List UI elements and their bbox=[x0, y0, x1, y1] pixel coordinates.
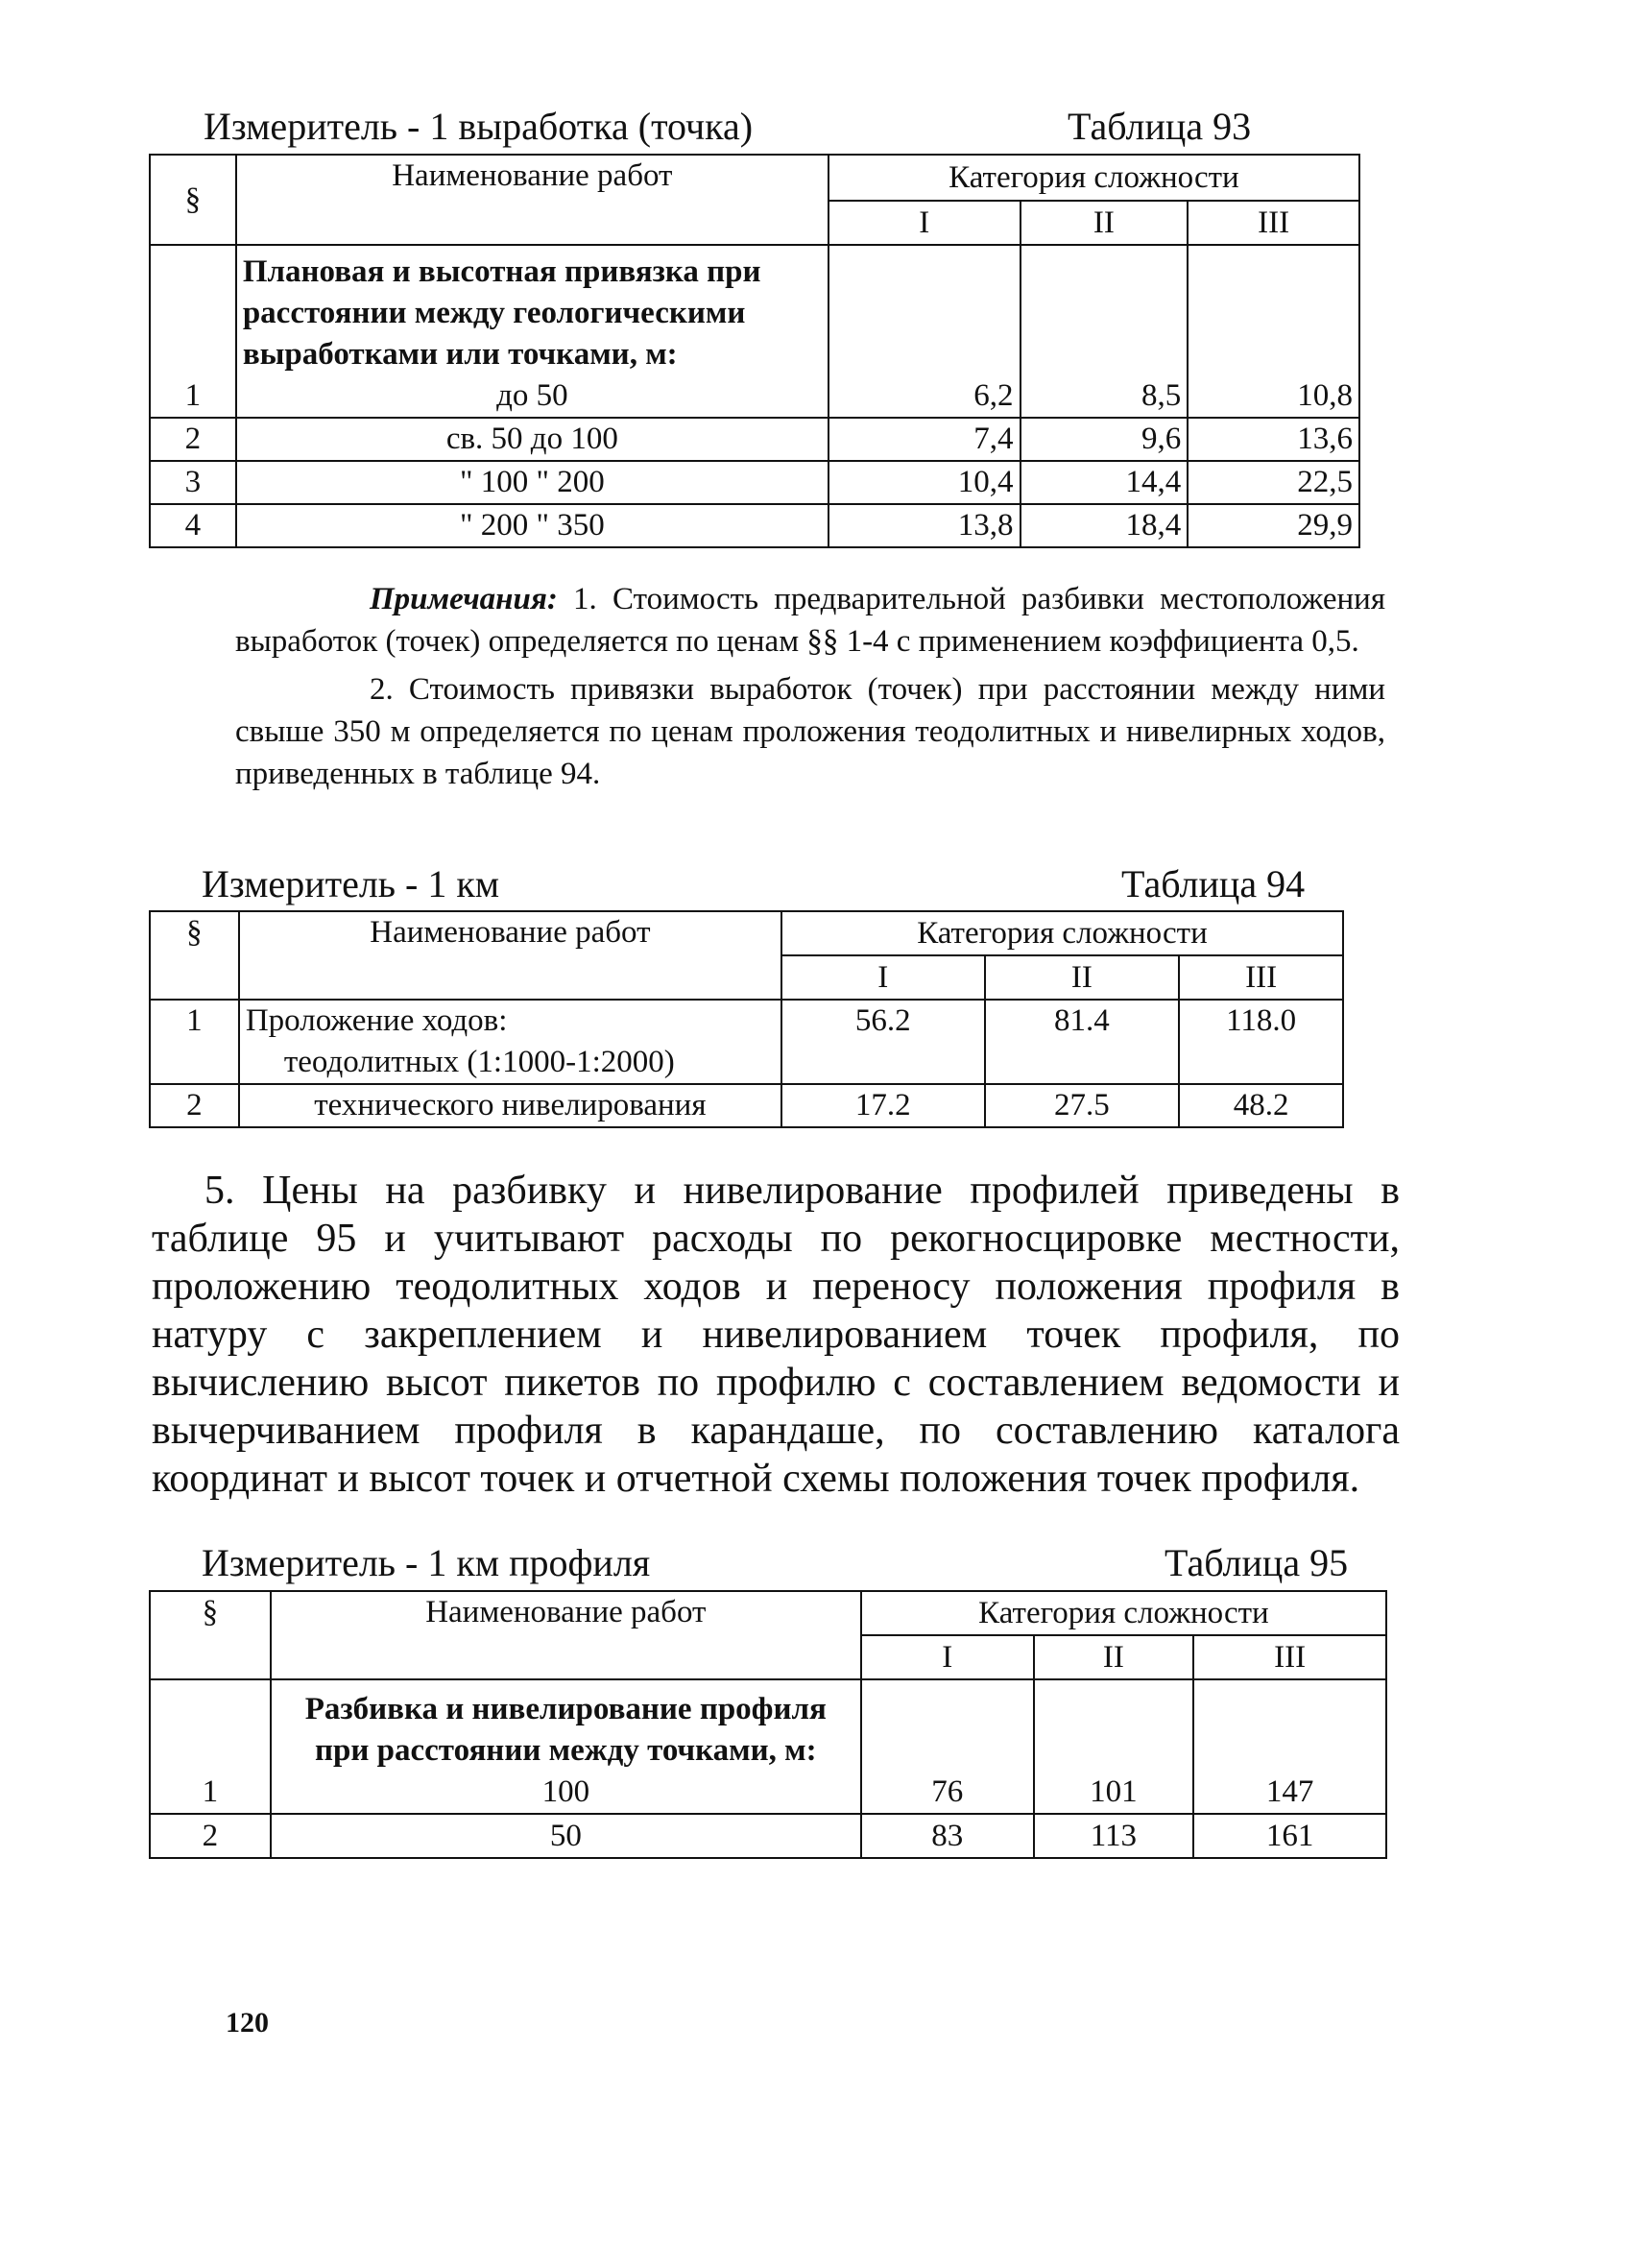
table-row bbox=[150, 1000, 1343, 1084]
table95 bbox=[149, 1590, 1387, 1859]
t94-head-section: § bbox=[150, 911, 239, 1000]
note-1-text: 1. Стоимость предварительной разбивки местоположения выработок (точек) определяется по ценам §§ 1-4 с применением коэффициента 0,5. bbox=[235, 582, 1386, 659]
t93-row2-v3: 13,6 bbox=[1188, 418, 1359, 461]
table93-label: Таблица 93 bbox=[1068, 105, 1252, 148]
t93-row4-name: " 200 " 350 bbox=[236, 504, 829, 547]
t95-row1-intro-line1: Разбивка и нивелирование профиля bbox=[304, 1692, 827, 1726]
t94-row2-num: 2 bbox=[150, 1084, 239, 1127]
t94-row2-v3: 48.2 bbox=[1179, 1084, 1343, 1127]
t93-row4-v2: 18,4 bbox=[1021, 504, 1189, 547]
t93-row1-intro-line2: расстоянии между геологическими bbox=[242, 296, 746, 330]
t94-head-cat1: I bbox=[781, 955, 985, 1000]
t94-head-cat3: III bbox=[1179, 955, 1343, 1000]
t93-row1-num: 1 bbox=[150, 245, 236, 418]
t94-row1-v3: 118.0 bbox=[1179, 1000, 1343, 1084]
t93-row3-name: " 100 " 200 bbox=[236, 461, 829, 504]
t94-row1-v2: 81.4 bbox=[985, 1000, 1180, 1084]
t95-head-cat1: I bbox=[861, 1635, 1034, 1679]
t95-row1-num: 1 bbox=[150, 1679, 271, 1814]
t93-row2-num: 2 bbox=[150, 418, 236, 461]
t95-head-category: Категория сложности bbox=[861, 1591, 1386, 1635]
table94 bbox=[149, 910, 1344, 1128]
t93-row1-intro-line3: выработками или точками, м: bbox=[242, 337, 678, 372]
t93-row1-distance: до 50 bbox=[496, 378, 568, 413]
t95-head-cat2: II bbox=[1034, 1635, 1194, 1679]
t93-row3-v1: 10,4 bbox=[829, 461, 1021, 504]
table95-label: Таблица 95 bbox=[1165, 1541, 1349, 1584]
t93-row4-v1: 13,8 bbox=[829, 504, 1021, 547]
t93-row1-v3: 10,8 bbox=[1188, 245, 1359, 418]
table-row bbox=[150, 1084, 1343, 1127]
table-row bbox=[150, 461, 1359, 504]
note-2: 2. Стоимость привязки выработок (точек) при расстоянии между ними свыше 350 м определяется по ценам проложения теодолитных и нивелирных ходов, приведенных в таблице 94. bbox=[235, 672, 1385, 791]
t93-row4-num: 4 bbox=[150, 504, 236, 547]
t93-head-work: Наименование работ bbox=[236, 155, 829, 245]
table93-unit: Измеритель - 1 выработка (точка) bbox=[204, 105, 754, 148]
notes-label: Примечания: bbox=[370, 582, 558, 616]
t93-head-category: Категория сложности bbox=[829, 155, 1359, 201]
t93-row1-v1: 6,2 bbox=[829, 245, 1021, 418]
t94-row1-name-line2: теодолитных (1:1000-1:2000) bbox=[283, 1045, 675, 1079]
t95-row1-v3: 147 bbox=[1193, 1679, 1386, 1814]
t94-row1-name bbox=[239, 1000, 781, 1084]
t95-row1-v1: 76 bbox=[861, 1679, 1034, 1814]
t94-head-category: Категория сложности bbox=[781, 911, 1343, 955]
t95-row1-name bbox=[271, 1679, 861, 1814]
t93-row2-v2: 9,6 bbox=[1021, 418, 1189, 461]
note-1 bbox=[235, 578, 1385, 663]
t93-row3-v2: 14,4 bbox=[1021, 461, 1189, 504]
t93-row3-v3: 22,5 bbox=[1188, 461, 1359, 504]
table-row bbox=[150, 418, 1359, 461]
table-row bbox=[150, 504, 1359, 547]
t93-head-cat3: III bbox=[1188, 201, 1359, 245]
t93-row2-name: св. 50 до 100 bbox=[236, 418, 829, 461]
t95-row1-v2: 101 bbox=[1034, 1679, 1194, 1814]
t95-row2-v2: 113 bbox=[1034, 1814, 1194, 1858]
t94-row2-v2: 27.5 bbox=[985, 1084, 1180, 1127]
t94-row1-v1: 56.2 bbox=[781, 1000, 985, 1084]
paragraph-5-text: 5. Цены на разбивку и нивелирование профилей приведены в таблице 95 и учитывают расходы по рекогносцировке местности, проложению теодолитных ходов и переносу положения профиля в натуру с закреплением и нивелированием точек профиля, по вычислению высот пикетов по профилю с составлением ведомости и вычерчиванием профиля в карандаше, по составлению каталога координат и высот точек и отчетной схемы положения точек профиля. bbox=[152, 1169, 1400, 1501]
t94-row1-name-line1: Проложение ходов: bbox=[245, 1003, 508, 1038]
t93-row3-num: 3 bbox=[150, 461, 236, 504]
t93-head-cat2: II bbox=[1021, 201, 1189, 245]
t95-row2-name: 50 bbox=[271, 1814, 861, 1858]
notes-block bbox=[235, 578, 1385, 795]
t93-row2-v1: 7,4 bbox=[829, 418, 1021, 461]
t95-row1-distance: 100 bbox=[541, 1774, 590, 1809]
table95-unit: Измеритель - 1 км профиля bbox=[202, 1541, 651, 1584]
t95-head-section: § bbox=[150, 1591, 271, 1679]
t93-row4-v3: 29,9 bbox=[1188, 504, 1359, 547]
table-row bbox=[150, 1814, 1386, 1858]
table93 bbox=[149, 154, 1360, 548]
table-row bbox=[150, 1679, 1386, 1814]
t93-head-section: § bbox=[150, 155, 236, 245]
t93-row1-intro-line1: Плановая и высотная привязка при bbox=[242, 254, 761, 289]
t95-head-work: Наименование работ bbox=[271, 1591, 861, 1679]
t93-head-cat1: I bbox=[829, 201, 1021, 245]
page-number: 120 bbox=[226, 2007, 269, 2039]
t95-row2-num: 2 bbox=[150, 1814, 271, 1858]
paragraph-5 bbox=[152, 1167, 1400, 1503]
t93-row1-name bbox=[236, 245, 829, 418]
t94-row2-v1: 17.2 bbox=[781, 1084, 985, 1127]
table94-label: Таблица 94 bbox=[1121, 862, 1306, 905]
table94-unit: Измеритель - 1 км bbox=[202, 862, 500, 905]
t95-row2-v1: 83 bbox=[861, 1814, 1034, 1858]
t95-head-cat3: III bbox=[1193, 1635, 1386, 1679]
table-row bbox=[150, 245, 1359, 418]
t95-row1-intro-line2: при расстоянии между точками, м: bbox=[315, 1733, 817, 1768]
t94-head-cat2: II bbox=[985, 955, 1180, 1000]
t94-head-work: Наименование работ bbox=[239, 911, 781, 1000]
t95-row2-v3: 161 bbox=[1193, 1814, 1386, 1858]
t94-row1-num: 1 bbox=[150, 1000, 239, 1084]
t93-row1-v2: 8,5 bbox=[1021, 245, 1189, 418]
t94-row2-name: технического нивелирования bbox=[239, 1084, 781, 1127]
